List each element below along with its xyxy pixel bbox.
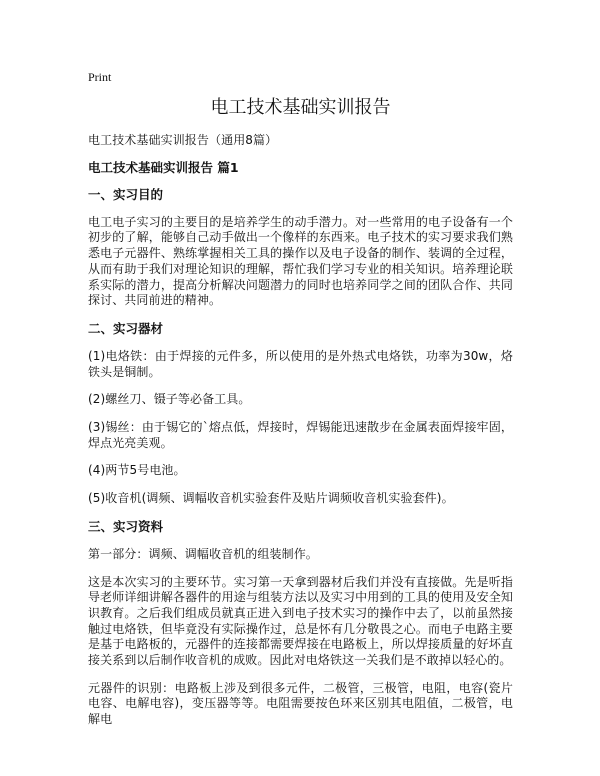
section-heading-content: 三、实习资料 bbox=[88, 518, 164, 534]
section-heading-equipment: 二、实习器材 bbox=[88, 320, 164, 336]
paragraph: 电工电子实习的主要目的是培养学生的动手潜力。对一些常用的电子设备有一个初步的了解，能够自己动手做出一个像样的东西来。电子技术的实习要求我们熟悉电子元器件、熟练掌握相关工具的操作以及电子设备的制作、装调的全过程，从而有助于我们对理论知识的理解，帮忙我们学习专业的相关知识。培养理论联系实际的潜力，提高分析解决问题潜力的同时也培养同学之间的团队合作、共同探讨、共同前进的精神。 bbox=[88, 214, 513, 308]
paragraph: 第一部分：调频、调幅收音机的组装制作。 bbox=[88, 546, 318, 561]
paragraph: 元器件的识别：电路板上涉及到很多元件，二极管，三极管，电阻，电容(瓷片电容、电解电容)，变压器等等。电阻需要按色环来区别其电阻值，二极管，电解电 bbox=[88, 680, 513, 727]
list-item: (4)两节5号电池。 bbox=[88, 463, 186, 478]
section-heading-purpose: 一、实习目的 bbox=[88, 186, 164, 202]
list-item: (2)螺丝刀、镊子等必备工具。 bbox=[88, 392, 251, 407]
page-title: 电工技术基础实训报告 bbox=[210, 97, 391, 118]
article-heading: 电工技术基础实训报告 篇1 bbox=[88, 159, 239, 175]
list-item: (3)锡丝：由于锡它的`熔点低，焊接时，焊锡能迅速散步在金属表面焊接牢固，焊点光亮美观。 bbox=[88, 420, 513, 450]
list-item: (1)电烙铁：由于焊接的元件多，所以使用的是外热式电烙铁，功率为30w，烙铁头是铜制。 bbox=[88, 348, 513, 379]
list-item: (5)收音机(调频、调幅收音机实验套件及贴片调频收音机实验套件)。 bbox=[88, 491, 454, 506]
paragraph: 这是本次实习的主要环节。实习第一天拿到器材后我们并没有直接做。先是听指导老师详细讲解各器件的用途与组装方法以及实习中用到的工具的使用及安全知识教育。之后我们组成员就真正进入到电子技术实习的操作中去了，以前虽然接触过电烙铁，但毕竟没有实际操作过，总是怀有几分敬畏之心。而电子电路主要是基于电路板的，元器件的连接都需要焊接在电路板上，所以焊接质量的好坏直接关系到以后制作收音机的成败。因此对电烙铁这一关我们是不敢掉以轻心的。 bbox=[88, 574, 513, 668]
subtitle: 电工技术基础实训报告（通用8篇） bbox=[88, 133, 278, 147]
document-page bbox=[88, 70, 513, 740]
print-link[interactable]: Print bbox=[88, 70, 112, 84]
